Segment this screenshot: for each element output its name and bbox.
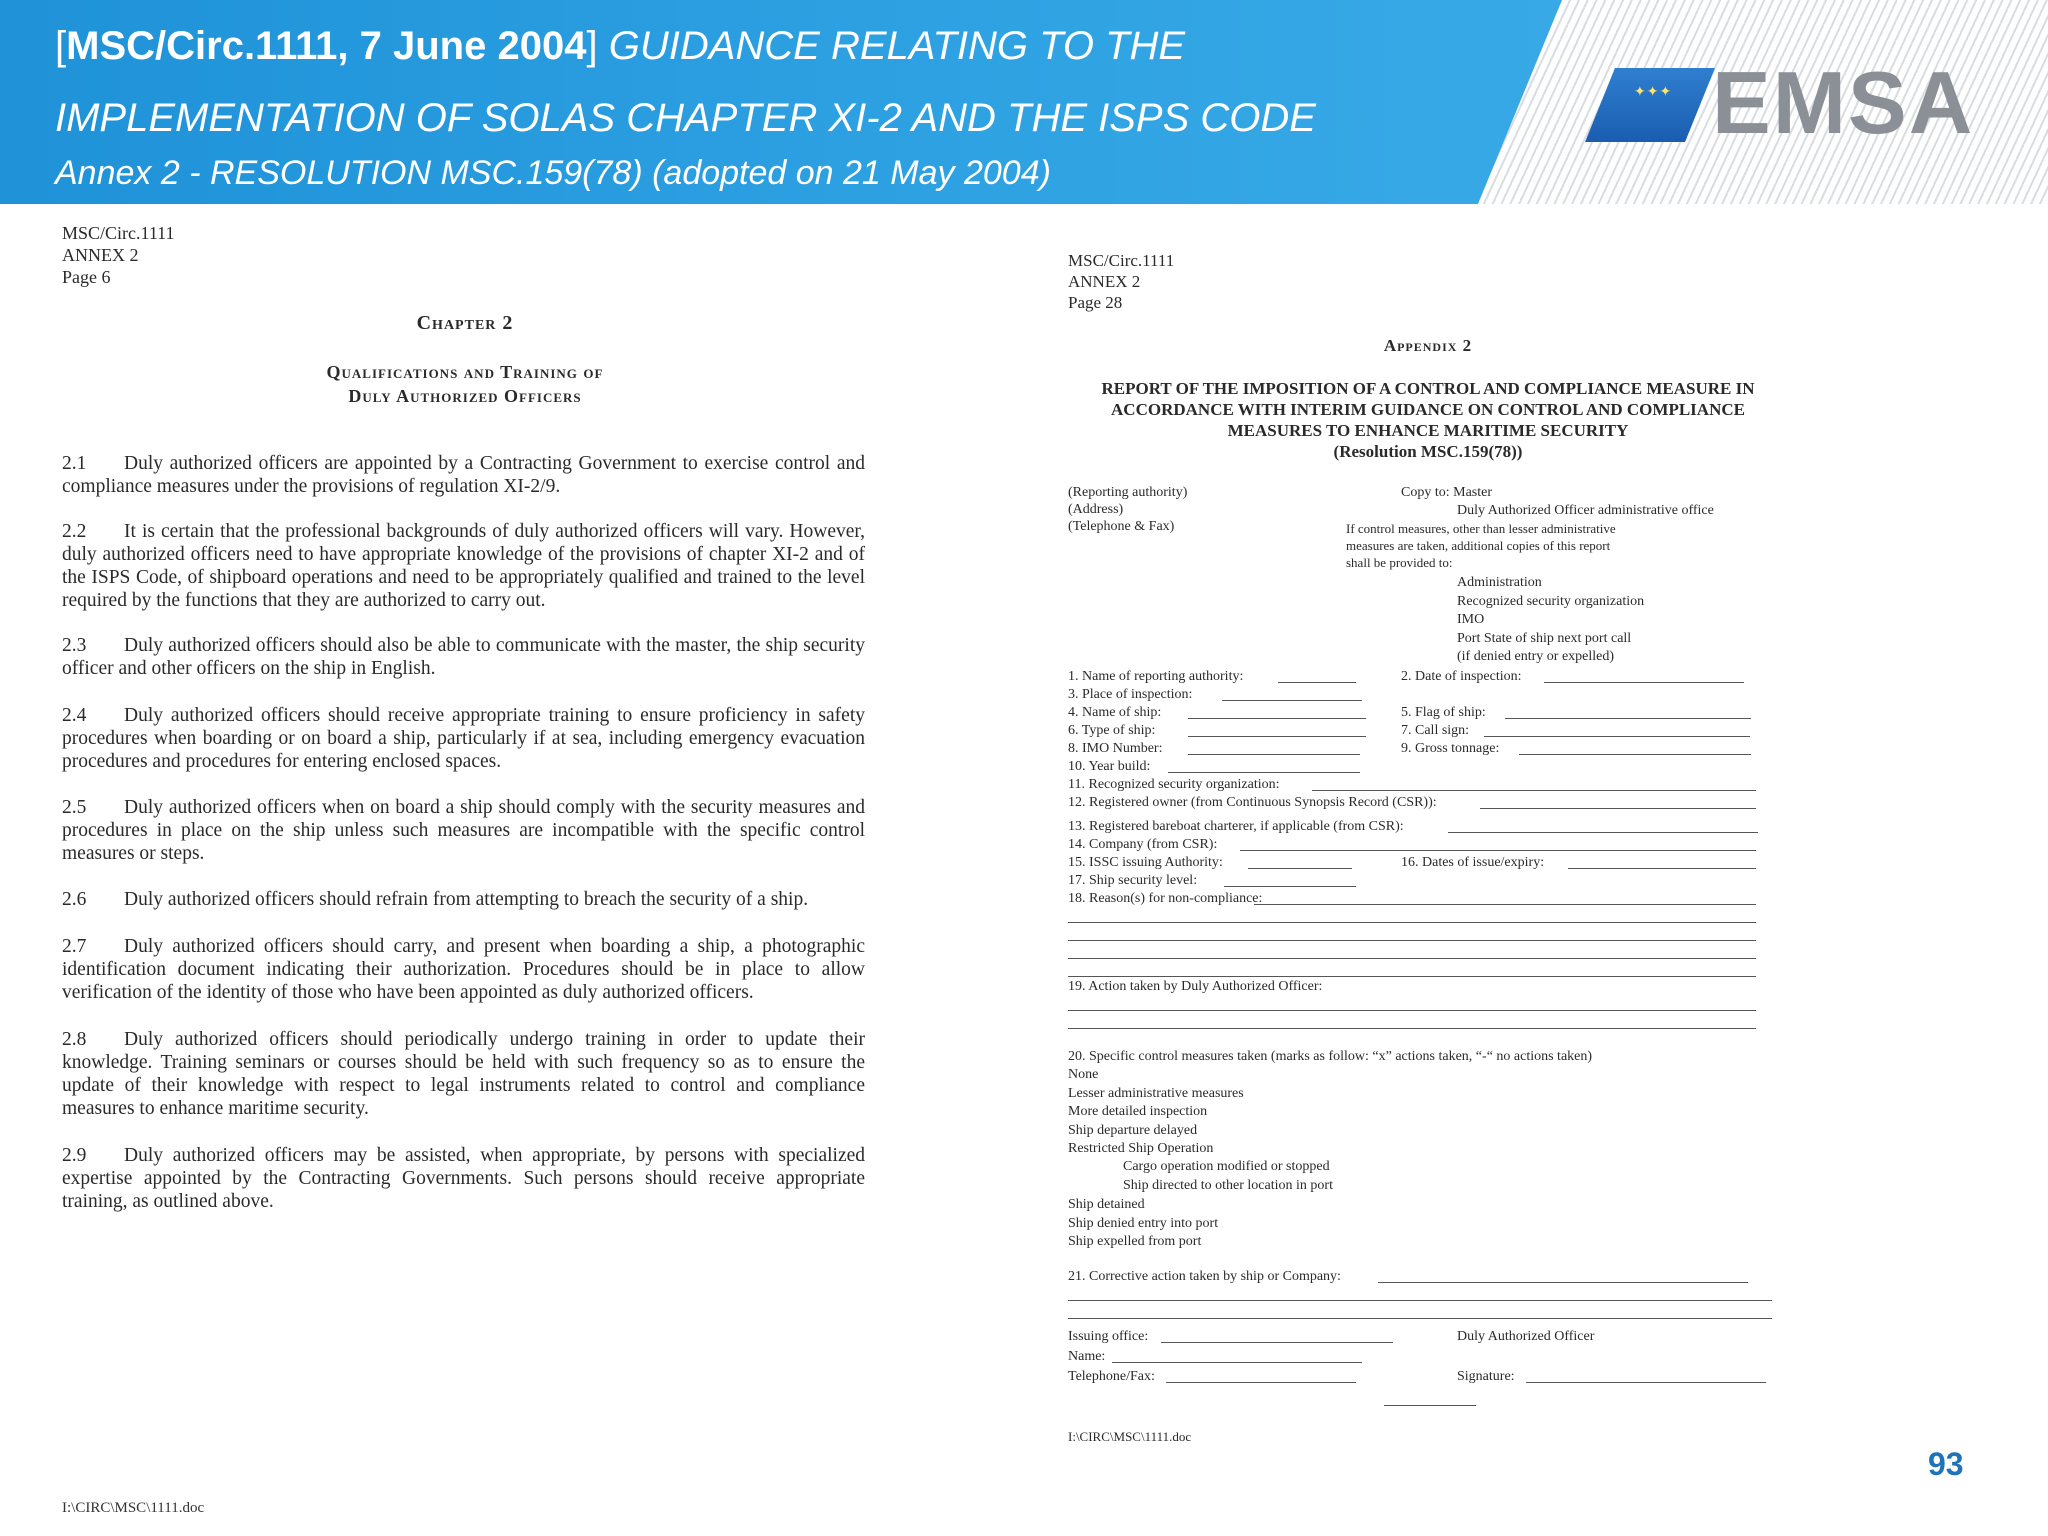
field-18-blank[interactable] xyxy=(1254,904,1756,905)
field-7: 7. Call sign: xyxy=(1401,723,1470,738)
telfax-label: Telephone/Fax: xyxy=(1068,1369,1155,1384)
field-14: 14. Company (from CSR): xyxy=(1068,837,1218,852)
paragraph-2-4: 2.4 Duly authorized officers should receive appropriate training to ensure proficiency in safety procedures when boarding or on board a ship, particularly if at sea, including emergency evacuation procedures and procedures for entering enclosed spaces. xyxy=(62,705,865,772)
field-16-blank[interactable] xyxy=(1568,868,1756,869)
field-21-blank[interactable] xyxy=(1378,1282,1748,1283)
field-2: 2. Date of inspection: xyxy=(1401,669,1522,684)
field-11: 11. Recognized security organization: xyxy=(1068,777,1280,792)
emsa-logo xyxy=(1600,53,1980,152)
copy-to: Copy to: Master xyxy=(1401,485,1492,500)
header-title-line2: IMPLEMENTATION OF SOLAS CHAPTER XI-2 AND THE ISPS CODE xyxy=(55,96,1316,140)
left-document-page xyxy=(62,222,868,1522)
name-blank[interactable] xyxy=(1112,1362,1362,1363)
telfax-blank[interactable] xyxy=(1166,1382,1356,1383)
field-6: 6. Type of ship: xyxy=(1068,723,1156,738)
field-14-blank[interactable] xyxy=(1240,850,1756,851)
paragraph-2-3: 2.3 Duly authorized officers should also be able to communicate with the master, the ship security officer and other officers on the ship in English. xyxy=(62,635,865,679)
field-8: 8. IMO Number: xyxy=(1068,741,1163,756)
reporting-block: (Reporting authority) (Address) (Telephone & Fax) xyxy=(1068,485,1188,534)
field-3-blank[interactable] xyxy=(1222,700,1362,701)
field-12-blank[interactable] xyxy=(1480,808,1756,809)
copy-office: Duly Authorized Officer administrative office xyxy=(1457,503,1714,518)
field-1-blank[interactable] xyxy=(1278,682,1356,683)
logo-text: EMSA xyxy=(1712,53,1975,152)
issuing-office-blank[interactable] xyxy=(1161,1342,1393,1343)
appendix-heading: Appendix 2 xyxy=(1383,336,1473,355)
chapter-heading: Chapter 2 xyxy=(416,312,514,334)
copy-note: If control measures, other than lesser administrative measures are taken, additional copies of this report shall be provided to: xyxy=(1346,521,1616,570)
field-7-blank[interactable] xyxy=(1484,736,1750,737)
logo-mark xyxy=(1585,68,1715,142)
field-10-blank[interactable] xyxy=(1168,772,1360,773)
signature-label: Signature: xyxy=(1457,1369,1515,1384)
paragraph-2-8: 2.8 Duly authorized officers should periodically undergo training in order to update their knowledge. Training seminars or courses should be held with such frequency so as to ensure the update of their knowledge with respect to legal instruments related to control and compliance measures to enhance maritime security. xyxy=(62,1029,865,1119)
field-15: 15. ISSC issuing Authority: xyxy=(1068,855,1223,870)
field-21-line-2[interactable] xyxy=(1068,1300,1772,1301)
field-18-line-2[interactable] xyxy=(1068,922,1756,923)
field-4: 4. Name of ship: xyxy=(1068,705,1162,720)
right-page-meta: MSC/Circ.1111 ANNEX 2 Page 28 xyxy=(1068,251,1175,312)
left-page-meta: MSC/Circ.1111 ANNEX 2 Page 6 xyxy=(62,223,175,287)
form-end-line xyxy=(1384,1405,1476,1406)
slide-page-number: 93 xyxy=(1928,1446,1964,1482)
field-9: 9. Gross tonnage: xyxy=(1401,741,1500,756)
field-21: 21. Corrective action taken by ship or Company: xyxy=(1068,1269,1341,1284)
paragraph-2-6: 2.6 Duly authorized officers should refrain from attempting to breach the security of a ship. xyxy=(62,889,809,910)
field-17-blank[interactable] xyxy=(1224,886,1356,887)
left-page-footer: I:\CIRC\MSC\1111.doc xyxy=(62,1500,205,1516)
field-10: 10. Year build: xyxy=(1068,759,1151,774)
field-5: 5. Flag of ship: xyxy=(1401,705,1486,720)
field-18: 18. Reason(s) for non-compliance: xyxy=(1068,891,1263,906)
field-2-blank[interactable] xyxy=(1544,682,1744,683)
field-18-line-3[interactable] xyxy=(1068,940,1756,941)
header-title-line1: [MSC/Circ.1111, 7 June 2004] GUIDANCE RELATING TO THE xyxy=(55,24,1186,68)
header-subtitle: Annex 2 - RESOLUTION MSC.159(78) (adopted on 21 May 2004) xyxy=(55,154,1051,192)
field-9-blank[interactable] xyxy=(1519,754,1751,755)
right-page-footer: I:\CIRC\MSC\1111.doc xyxy=(1068,1429,1192,1444)
paragraph-2-2: 2.2 It is certain that the professional backgrounds of duly authorized officers will vary. However, duly authorized officers need to have appropriate knowledge of the provisions of chapter XI-2 and of the ISPS Code, of shipboard operations and need to be appropriately qualified and trained to the level required by the functions that they are authorized to carry out. xyxy=(62,521,865,611)
header-banner xyxy=(0,0,2048,204)
field-15-blank[interactable] xyxy=(1248,868,1352,869)
signature-blank[interactable] xyxy=(1526,1382,1766,1383)
section-heading: Qualifications and Training of Duly Authorized Officers xyxy=(326,362,604,406)
paragraph-2-7: 2.7 Duly authorized officers should carry, and present when boarding a ship, a photographic identification document indicating their authorization. Procedures should be in place to allow verification of the identity of those who have been appointed as duly authorized officers. xyxy=(62,936,865,1003)
eu-stars-icon: ✦✦✦ xyxy=(1634,84,1673,100)
field-18-line-5[interactable] xyxy=(1068,976,1756,977)
measures-list-2: Ship detained Ship denied entry into port Ship expelled from port xyxy=(1068,1197,1219,1249)
field-11-blank[interactable] xyxy=(1312,790,1756,791)
field-1: 1. Name of reporting authority: xyxy=(1068,669,1244,684)
copy-list: Administration Recognized security organization IMO Port State of ship next port call (if denied entry or expelled) xyxy=(1457,575,1645,664)
field-4-blank[interactable] xyxy=(1188,718,1366,719)
paragraph-2-9: 2.9 Duly authorized officers may be assisted, when appropriate, by persons with specialized expertise appointed by the Contracting Governments. Such persons should receive appropriate training, as outlined above. xyxy=(62,1145,865,1212)
field-19: 19. Action taken by Duly Authorized Officer: xyxy=(1068,979,1323,994)
field-3: 3. Place of inspection: xyxy=(1068,687,1193,702)
field-12: 12. Registered owner (from Continuous Synopsis Record (CSR)): xyxy=(1068,795,1437,810)
name-label: Name: xyxy=(1068,1349,1106,1364)
circular-reference: MSC/Circ.1111, 7 June 2004 xyxy=(66,24,587,68)
paragraph-2-5: 2.5 Duly authorized officers when on board a ship should comply with the security measures and procedures in place on the ship unless such measures are incompatible with the specific control measures or steps. xyxy=(62,797,865,864)
field-18-line-4[interactable] xyxy=(1068,958,1756,959)
measures-list: None Lesser administrative measures More detailed inspection Ship departure delayed Restricted Ship Operation xyxy=(1068,1067,1244,1156)
field-6-blank[interactable] xyxy=(1188,736,1366,737)
field-21-line-3[interactable] xyxy=(1068,1318,1772,1319)
field-20: 20. Specific control measures taken (marks as follow: “x” actions taken, “-“ no actions taken) xyxy=(1068,1049,1593,1064)
field-19-line-2[interactable] xyxy=(1068,1028,1756,1029)
title-part1: GUIDANCE RELATING TO THE xyxy=(608,24,1186,68)
field-16: 16. Dates of issue/expiry: xyxy=(1401,855,1545,870)
right-document-page xyxy=(1068,250,1788,1450)
field-17: 17. Ship security level: xyxy=(1068,873,1198,888)
field-13-blank[interactable] xyxy=(1448,832,1758,833)
field-13: 13. Registered bareboat charterer, if applicable (from CSR): xyxy=(1068,819,1404,834)
issuing-office-label: Issuing office: xyxy=(1068,1329,1149,1344)
field-5-blank[interactable] xyxy=(1505,718,1751,719)
field-19-line-1[interactable] xyxy=(1068,1010,1756,1011)
sub-measures-list: Cargo operation modified or stopped Ship directed to other location in port xyxy=(1123,1159,1333,1193)
field-8-blank[interactable] xyxy=(1188,754,1360,755)
dao-label: Duly Authorized Officer xyxy=(1457,1329,1595,1344)
paragraph-2-1: 2.1 Duly authorized officers are appointed by a Contracting Government to exercise control and compliance measures under the provisions of regulation XI-2/9. xyxy=(62,453,865,497)
report-title: REPORT OF THE IMPOSITION OF A CONTROL AND COMPLIANCE MEASURE IN ACCORDANCE WITH INTERIM GUIDANCE ON CONTROL AND COMPLIANCE MEASURES TO ENHANCE MARITIME SECURITY (Resolution MSC.159(78)) xyxy=(1101,379,1755,461)
